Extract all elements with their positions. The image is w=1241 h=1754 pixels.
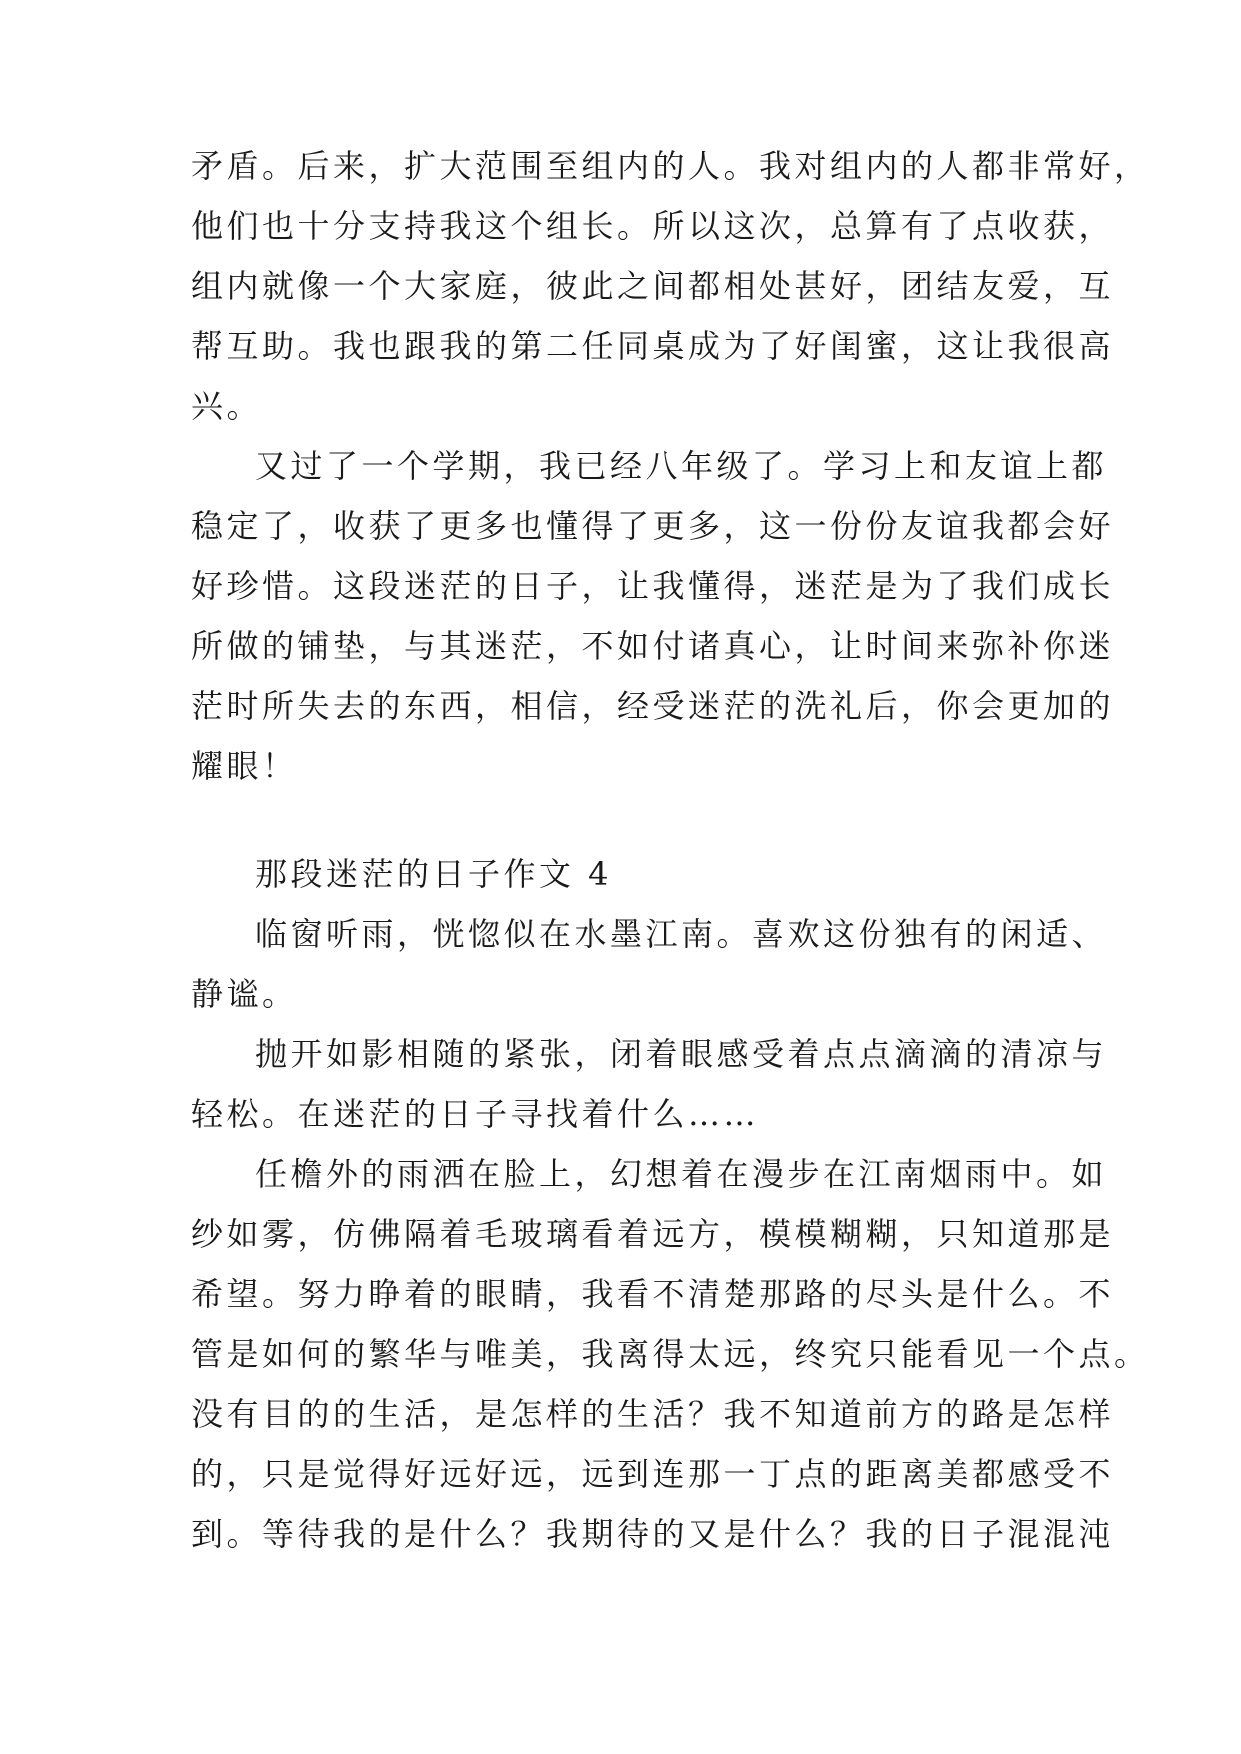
paragraph-line: 临窗听雨，恍惚似在水墨江南。喜欢这份独有的闲适、 xyxy=(255,915,1108,953)
essay-title: 那段迷茫的日子作文 4 xyxy=(255,855,613,893)
paragraph-line: 所做的铺垫，与其迷茫，不如付诸真心，让时间来弥补你迷 xyxy=(191,627,1115,665)
paragraph-line: 帮互助。我也跟我的第二任同桌成为了好闺蜜，这让我很高 xyxy=(191,327,1115,365)
paragraph-line: 兴。 xyxy=(191,387,263,425)
paragraph-line: 耀眼！ xyxy=(191,747,298,785)
paragraph-line: 希望。努力睁着的眼睛，我看不清楚那路的尽头是什么。不 xyxy=(191,1275,1115,1313)
paragraph-line: 好珍惜。这段迷茫的日子，让我懂得，迷茫是为了我们成长 xyxy=(191,567,1115,605)
paragraph-line: 茫时所失去的东西，相信，经受迷茫的洗礼后，你会更加的 xyxy=(191,687,1115,725)
paragraph-line: 的，只是觉得好远好远，远到连那一丁点的距离美都感受不 xyxy=(191,1455,1115,1493)
paragraph-line: 没有目的的生活，是怎样的生活？我不知道前方的路是怎样 xyxy=(191,1395,1115,1433)
paragraph-line: 纱如雾，仿佛隔着毛玻璃看着远方，模模糊糊，只知道那是 xyxy=(191,1215,1115,1253)
paragraph-line: 矛盾。后来，扩大范围至组内的人。我对组内的人都非常好， xyxy=(191,147,1150,185)
paragraph-line: 到。等待我的是什么？我期待的又是什么？我的日子混混沌 xyxy=(191,1515,1115,1553)
paragraph-line: 抛开如影相随的紧张，闭着眼感受着点点滴滴的清凉与 xyxy=(255,1035,1108,1073)
paragraph-line: 组内就像一个大家庭，彼此之间都相处甚好，团结友爱，互 xyxy=(191,267,1115,305)
paragraph-line: 轻松。在迷茫的日子寻找着什么…… xyxy=(191,1095,760,1133)
paragraph-line: 静谧。 xyxy=(191,975,298,1013)
paragraph-line: 他们也十分支持我这个组长。所以这次，总算有了点收获， xyxy=(191,207,1115,245)
paragraph-line: 稳定了，收获了更多也懂得了更多，这一份份友谊我都会好 xyxy=(191,507,1115,545)
paragraph-line: 任檐外的雨洒在脸上，幻想着在漫步在江南烟雨中。如 xyxy=(255,1155,1108,1193)
paragraph-line: 又过了一个学期，我已经八年级了。学习上和友谊上都 xyxy=(255,447,1108,485)
paragraph-line: 管是如何的繁华与唯美，我离得太远，终究只能看见一个点。 xyxy=(191,1335,1150,1373)
